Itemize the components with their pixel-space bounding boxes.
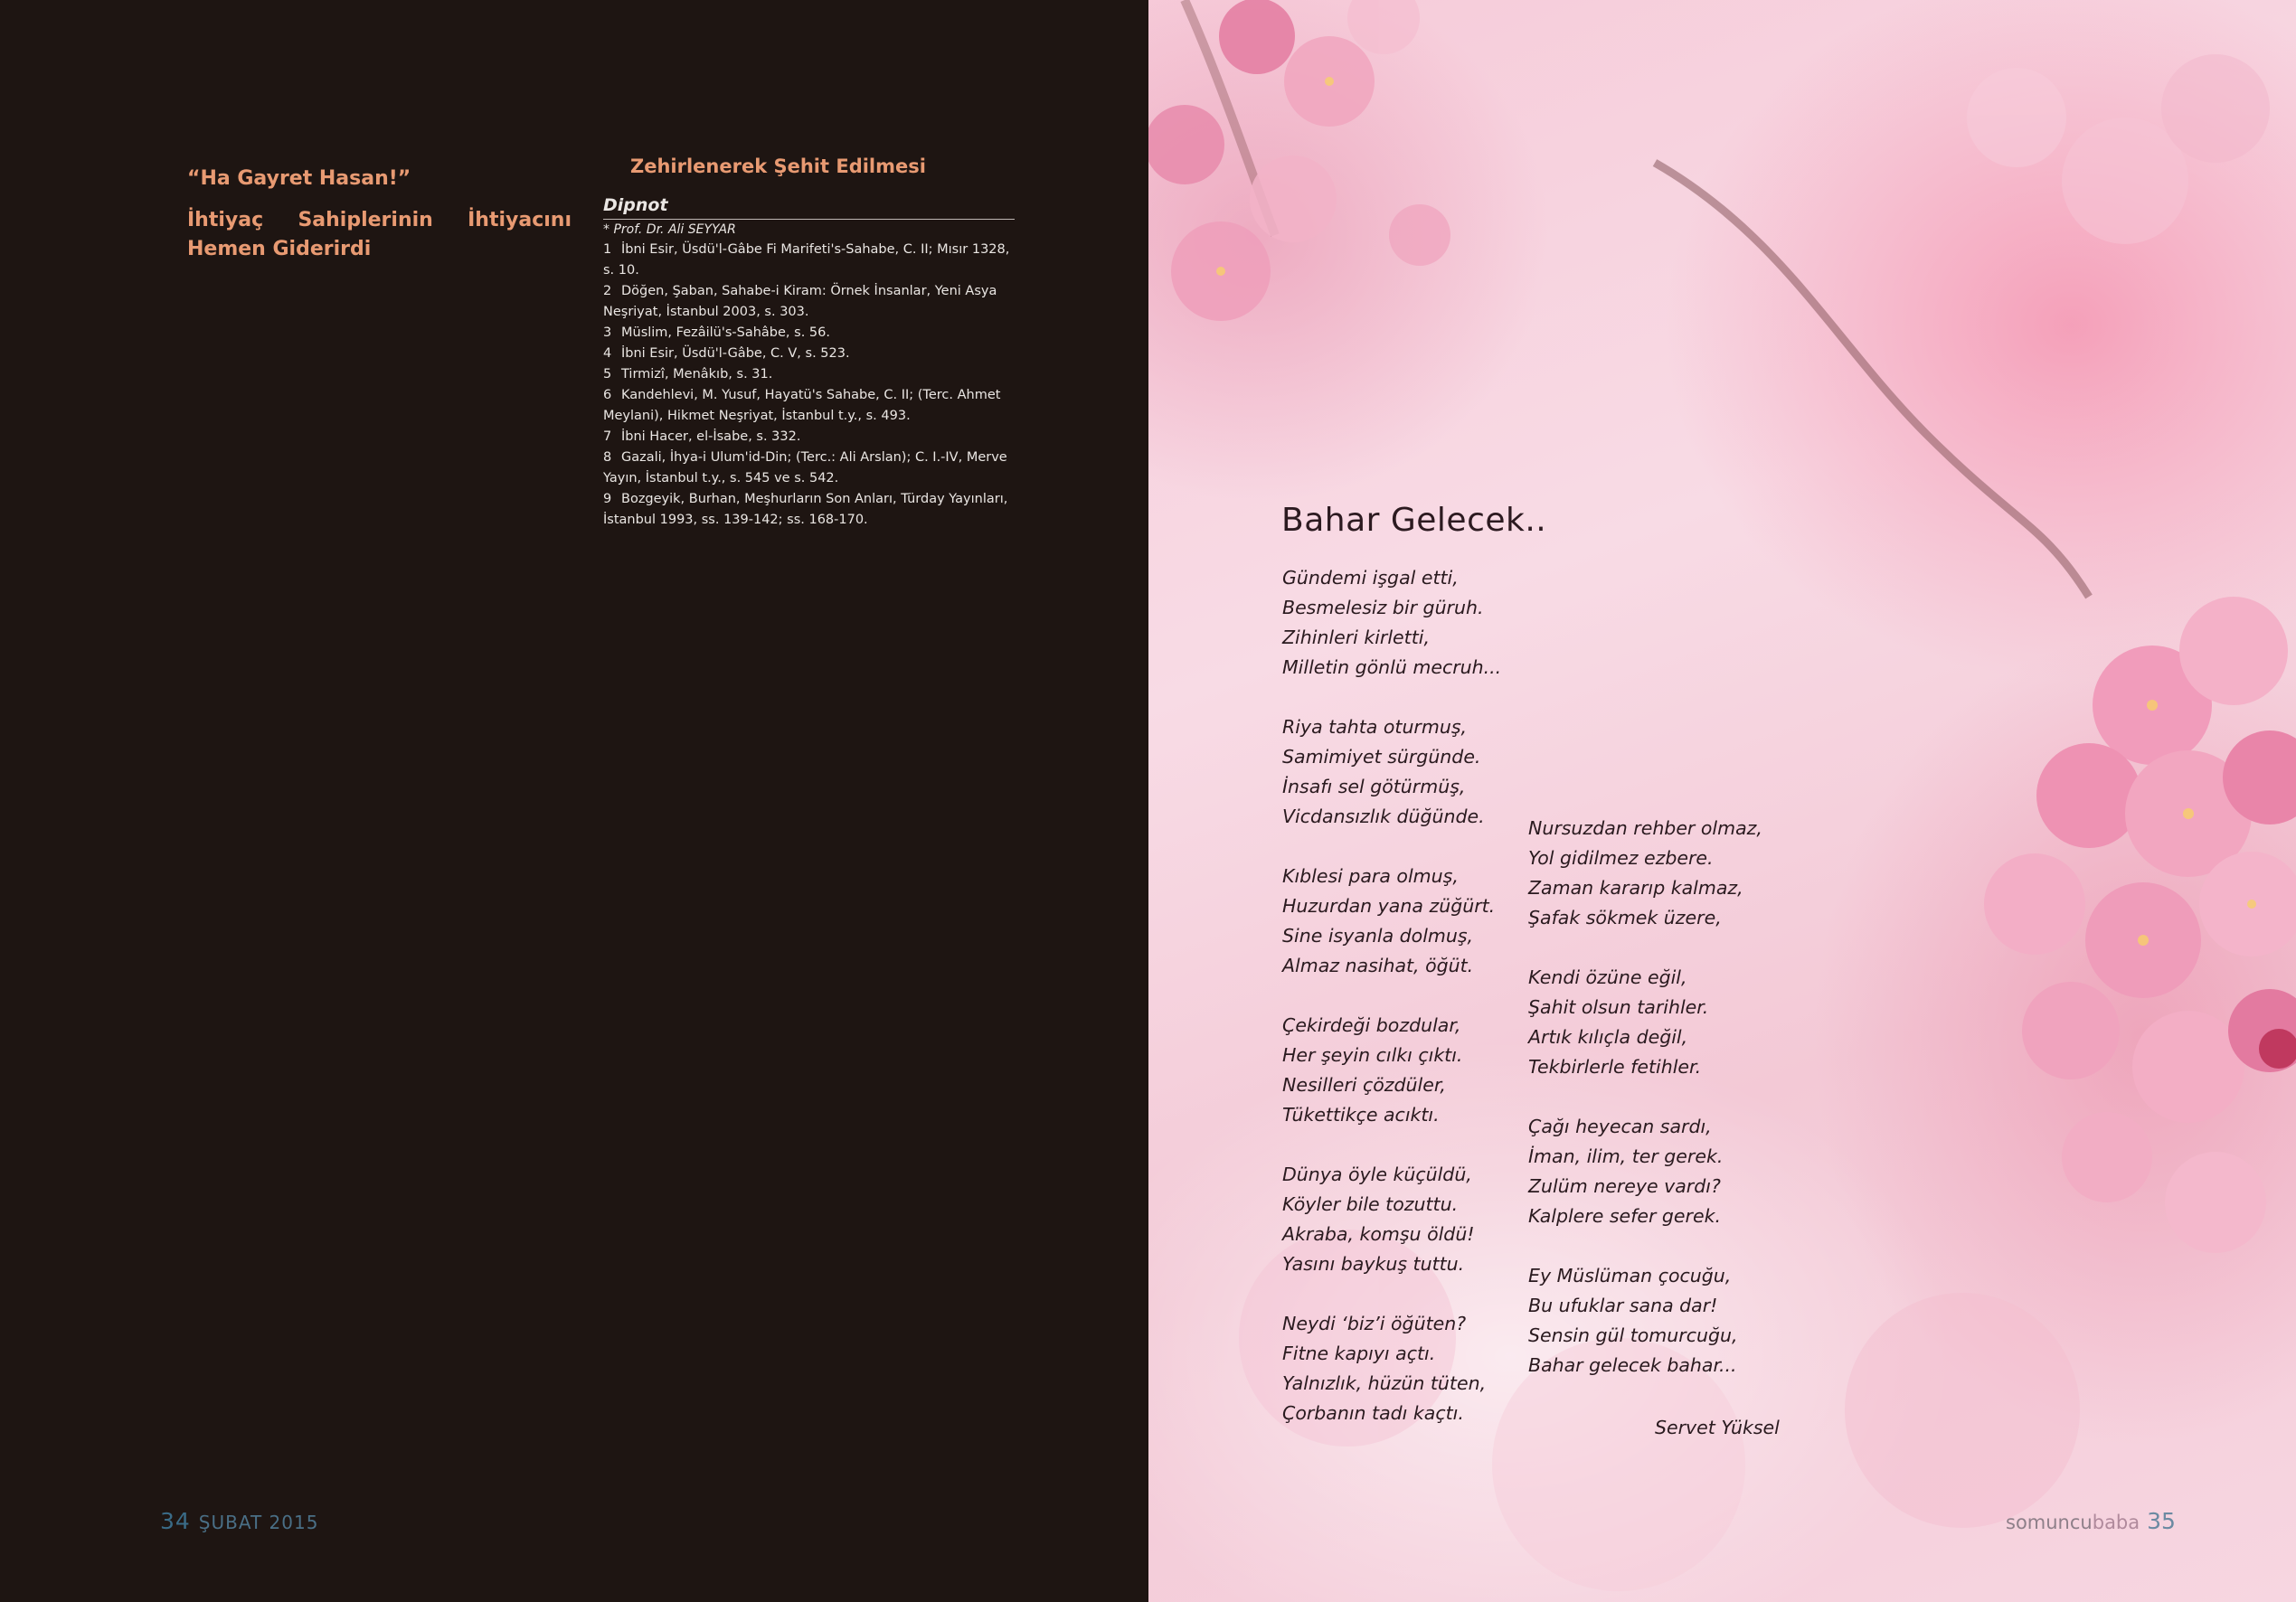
poem-line: Nursuzdan rehber olmaz, (1528, 817, 1762, 839)
blossom-cluster-top (1148, 0, 1450, 321)
footnote-text: İbni Hacer, el-İsabe, s. 332. (621, 429, 801, 444)
poem-line: Almaz nasihat, öğüt. (1282, 955, 1474, 976)
footnote (603, 427, 1015, 448)
poem-line: Bu ufuklar sana dar! (1528, 1295, 1718, 1316)
poem-line: Milletin gönlü mecruh... (1282, 656, 1502, 678)
branch (1655, 163, 2089, 597)
footnote-text: Tirmizî, Menâkıb, s. 31. (621, 367, 773, 382)
footnote-number: 8 (603, 450, 612, 465)
column-1 (160, 152, 572, 275)
poem-line: Nesilleri çözdüler, (1282, 1074, 1446, 1096)
footnote (603, 344, 1015, 364)
poem-stanza (1282, 1011, 1501, 1130)
footnote (603, 240, 1015, 281)
poem-line: Yasını baykuş tuttu. (1282, 1253, 1465, 1275)
poem-line: Çorbanın tadı kaçtı. (1282, 1402, 1464, 1424)
poem-line: Dünya öyle küçüldü, (1282, 1164, 1472, 1185)
poem-stanza (1282, 1160, 1501, 1279)
poem-line: Kalplere sefer gerek. (1528, 1205, 1721, 1227)
page-folio-right (2006, 1508, 2176, 1534)
poem-line: Şahit olsun tarihler. (1528, 996, 1709, 1018)
poem-stanza (1282, 1309, 1501, 1428)
footnote-continuation: Yayın, İstanbul t.y., s. 545 ve s. 542. (603, 471, 839, 485)
poem-line: Şafak sökmek üzere, (1528, 907, 1722, 928)
footnote (603, 281, 1015, 302)
poem-stanza (1282, 712, 1501, 832)
right-page (1148, 0, 2296, 1602)
poem-column-left (1282, 563, 1501, 1458)
poem-line: Her şeyin cılkı çıktı. (1282, 1044, 1463, 1066)
footnote (603, 489, 1015, 510)
section-heading-ha-gayret-hasan: “Ha Gayret Hasan!” (187, 167, 411, 190)
footnote (603, 448, 1015, 468)
poem-line: Çekirdeği bozdular, (1282, 1014, 1461, 1036)
poem-stanza (1282, 862, 1501, 981)
footnote-author: * Prof. Dr. Ali SEYYAR (603, 222, 736, 237)
poem-line: Gündemi işgal etti, (1282, 567, 1459, 589)
poem-line: Yalnızlık, hüzün tüten, (1282, 1372, 1487, 1394)
footnote (603, 364, 1015, 385)
poem-line: İnsafı sel götürmüş, (1282, 776, 1466, 797)
poet-name: Servet Yüksel (1655, 1417, 1780, 1438)
poem-line: Huzurdan yana züğürt. (1282, 895, 1496, 917)
poem-line: Zaman kararıp kalmaz, (1528, 877, 1743, 899)
column-2 (603, 152, 1015, 531)
footnote-text: İbni Esir, Üsdü'l-Gâbe, C. V, s. 523. (621, 346, 850, 361)
footnotes-title: Dipnot (603, 193, 1015, 220)
page-number: 34 (160, 1508, 191, 1534)
poem-line: Tekbirlerle fetihler. (1528, 1056, 1702, 1078)
footnote (603, 385, 1015, 406)
poem-line: Sine isyanla dolmuş, (1282, 925, 1474, 947)
poem-line: Akraba, komşu öldü! (1282, 1223, 1475, 1245)
poem-line: Sensin gül tomurcuğu, (1528, 1324, 1738, 1346)
page-folio-left (160, 1508, 318, 1534)
poem-line: Kendi özüne eğil, (1528, 966, 1687, 988)
poem-stanza (1282, 563, 1501, 683)
footnote-text: Döğen, Şaban, Sahabe-i Kiram: Örnek İnsanlar, Yeni Asya (621, 284, 997, 298)
poem-line: Samimiyet sürgünde. (1282, 746, 1481, 768)
poem-column-right (1528, 814, 1762, 1410)
page-number: 35 (2147, 1508, 2176, 1534)
issue-date: ŞUBAT 2015 (198, 1512, 319, 1533)
footnote-continuation: İstanbul 1993, ss. 139-142; ss. 168-170. (603, 513, 868, 527)
footnote-text: Müslim, Fezâilü's-Sahâbe, s. 56. (621, 325, 830, 340)
footnote (603, 323, 1015, 344)
poem-line: Çağı heyecan sardı, (1528, 1116, 1712, 1137)
blossom-cluster-top-right (1967, 54, 2270, 244)
poem-stanza (1528, 1112, 1762, 1231)
footnote-text: Kandehlevi, M. Yusuf, Hayatü's Sahabe, C. II; (Terc. Ahmet (621, 388, 1001, 402)
footnote-continuation: Neşriyat, İstanbul 2003, s. 303. (603, 305, 809, 319)
poem-line: Zulüm nereye vardı? (1528, 1175, 1721, 1197)
footnote-text: Bozgeyik, Burhan, Meşhurların Son Anları, Türday Yayınları, (621, 492, 1008, 506)
poem-line: Köyler bile tozuttu. (1282, 1193, 1459, 1215)
poem-line: Kıblesi para olmuş, (1282, 865, 1459, 887)
footnote-number: 5 (603, 367, 612, 382)
poem-line: Fitne kapıyı açtı. (1282, 1343, 1436, 1364)
footnote-continuation: Meylani), Hikmet Neşriyat, İstanbul t.y., s. 493. (603, 409, 911, 423)
section-heading-ihtiyac-sahipleri: İhtiyaç Sahiplerinin İhtiyacını Hemen Giderirdi (187, 209, 572, 260)
brand-part-2: baba (2092, 1512, 2140, 1533)
poem-line: Yol gidilmez ezbere. (1528, 847, 1714, 869)
poem-line: İman, ilim, ter gerek. (1528, 1145, 1724, 1167)
poem-line: Zihinleri kirletti, (1282, 627, 1430, 648)
footnote-number: 7 (603, 429, 612, 444)
footnote-text: Gazali, İhya-i Ulum'id-Din; (Terc.: Ali Arslan); C. I.-IV, Merve (621, 450, 1007, 465)
footnote-number: 6 (603, 388, 612, 402)
poem-line: Artık kılıçla değil, (1528, 1026, 1688, 1048)
footnote-number: 9 (603, 492, 612, 506)
brand-part-1: somuncu (2006, 1512, 2093, 1533)
footnote-number: 1 (603, 242, 612, 257)
section-heading-zehirlenerek: Zehirlenerek Şehit Edilmesi (630, 155, 926, 177)
footnote-number: 2 (603, 284, 612, 298)
poem-stanza (1528, 1261, 1762, 1381)
footnote-text: İbni Esir, Üsdü'l-Gâbe Fi Marifeti's-Sahabe, C. II; Mısır 1328, s. 10. (603, 242, 1010, 278)
poem-line: Besmelesiz bir güruh. (1282, 597, 1484, 618)
poem-title: Bahar Gelecek.. (1281, 502, 1547, 539)
blossom-cluster-right (1984, 597, 2296, 1253)
poem-stanza (1528, 814, 1762, 933)
poem-line: Tükettikçe acıktı. (1282, 1104, 1440, 1126)
poem-stanza (1528, 963, 1762, 1082)
poem-line: Bahar gelecek bahar... (1528, 1354, 1737, 1376)
poem-line: Ey Müslüman çocuğu, (1528, 1265, 1732, 1286)
poem-line: Riya tahta oturmuş, (1282, 716, 1468, 738)
footnote-number: 4 (603, 346, 612, 361)
magazine-brand (2006, 1512, 2140, 1533)
poem-line: Neydi ‘biz’i öğüten? (1282, 1313, 1467, 1334)
footnote-number: 3 (603, 325, 612, 340)
poem-line: Vicdansızlık düğünde. (1282, 806, 1485, 827)
footnotes-list (603, 240, 1015, 531)
